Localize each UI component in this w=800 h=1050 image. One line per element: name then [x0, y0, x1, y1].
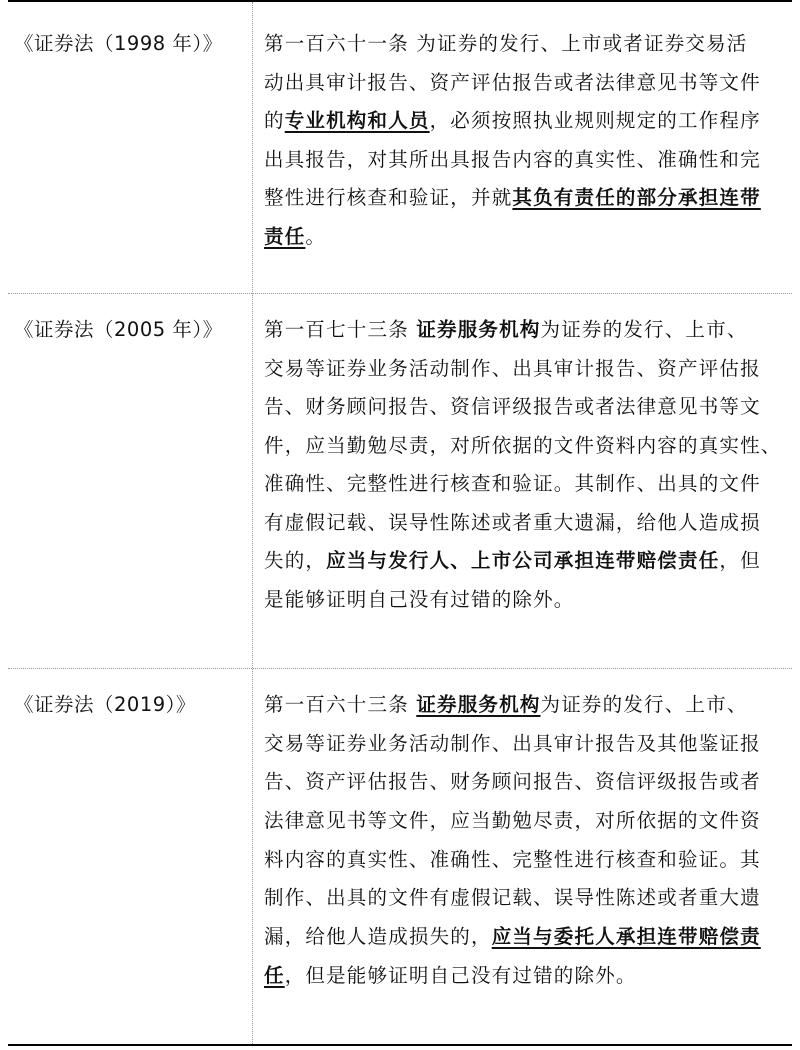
text-line: [264, 885, 784, 924]
text-run: 的: [264, 109, 285, 132]
text-run: 为证券的发行、上市、: [540, 318, 748, 341]
emphasized-text: 应当与发行人、上市公司承担连带赔偿责任: [326, 549, 720, 572]
text-run: 件，应当勤勉尽责，对所依据的文件资料内容的真实性、: [264, 433, 782, 457]
emphasized-text: 专业机构和人员: [284, 109, 430, 132]
text-line: [264, 31, 784, 70]
text-run: 第一百六十一条 为证券的发行、上市或者证券交易活: [264, 32, 748, 55]
text-run: 为证券的发行、上市、: [540, 693, 748, 716]
emphasized-text: 任: [264, 963, 285, 987]
column-divider: [252, 2, 253, 1044]
emphasized-text: 其负有责任的部分承担连带: [512, 186, 761, 209]
emphasized-text: 应当与委托人承担连带赔偿责: [491, 925, 761, 949]
text-run: 交易等证券业务活动制作、出具审计报告及其他鉴证报: [264, 731, 761, 755]
law-name: 《证券法（2005 年）》: [14, 318, 223, 341]
text-line: [264, 317, 784, 356]
emphasized-text: 责任: [264, 224, 306, 248]
text-run: 漏，给他人造成损失的，: [264, 925, 492, 949]
text-run: 动出具审计报告、资产评估报告或者法律意见书等文件: [264, 70, 761, 94]
text-run: 出具报告，对其所出具报告内容的真实性、准确性和完: [264, 147, 761, 171]
text-line: [264, 185, 784, 224]
text-line: [264, 769, 784, 808]
text-run: 有虚假记载、误导性陈述或者重大遗漏，给他人造成损: [264, 510, 761, 534]
text-line: [264, 548, 784, 587]
row-divider: [8, 293, 792, 294]
text-line: [264, 224, 784, 263]
text-run: 是能够证明自己没有过错的除外。: [264, 587, 575, 611]
text-run: ，但: [719, 549, 761, 572]
text-run: 第一百六十三条: [264, 693, 417, 716]
text-run: 告、财务顾问报告、资信评级报告或者法律意见书等文: [264, 395, 761, 418]
text-line: [264, 471, 784, 510]
text-line: [264, 963, 784, 1002]
text-run: 准确性、完整性进行核查和验证。其制作、出具的文件: [264, 472, 761, 495]
text-run: 制作、出具的文件有虚假记载、误导性陈述或者重大遗: [264, 886, 761, 910]
article-text: [264, 692, 784, 1002]
row-divider: [8, 668, 792, 669]
text-line: [264, 510, 784, 549]
text-line: [264, 433, 784, 472]
text-line: [264, 108, 784, 147]
text-run: 法律意见书等文件，应当勤勉尽责，对所依据的文件资: [264, 809, 761, 833]
text-line: [264, 692, 784, 731]
text-run: 告、资产评估报告、财务顾问报告、资信评级报告或者: [264, 770, 761, 794]
article-text: [264, 317, 784, 625]
table-bottom-rule: [8, 1044, 792, 1046]
text-run: ，必须按照执业规则规定的工作程序: [429, 109, 761, 132]
emphasized-text: 证券服务机构: [416, 693, 541, 716]
emphasized-text: 证券服务机构: [416, 318, 541, 341]
text-line: [264, 808, 784, 847]
text-line: [264, 70, 784, 109]
text-line: [264, 731, 784, 770]
text-line: [264, 587, 784, 626]
text-run: ，但是能够证明自己没有过错的除外。: [284, 963, 637, 987]
text-run: 第一百七十三条: [264, 318, 417, 341]
text-run: 料内容的真实性、准确性、完整性进行核查和验证。其: [264, 847, 761, 871]
text-line: [264, 924, 784, 963]
text-line: [264, 356, 784, 395]
text-run: 交易等证券业务活动制作、出具审计报告、资产评估报: [264, 356, 761, 380]
article-text: [264, 31, 784, 262]
law-name: 《证券法（1998 年）》: [14, 32, 223, 55]
text-run: 。: [305, 224, 327, 248]
text-line: [264, 147, 784, 186]
text-line: [264, 847, 784, 886]
text-run: 整性进行核查和验证，并就: [264, 186, 513, 209]
table-top-rule: [8, 0, 792, 2]
law-name: 《证券法（2019）》: [14, 693, 196, 716]
text-run: 失的，: [264, 549, 327, 572]
text-line: [264, 394, 784, 433]
